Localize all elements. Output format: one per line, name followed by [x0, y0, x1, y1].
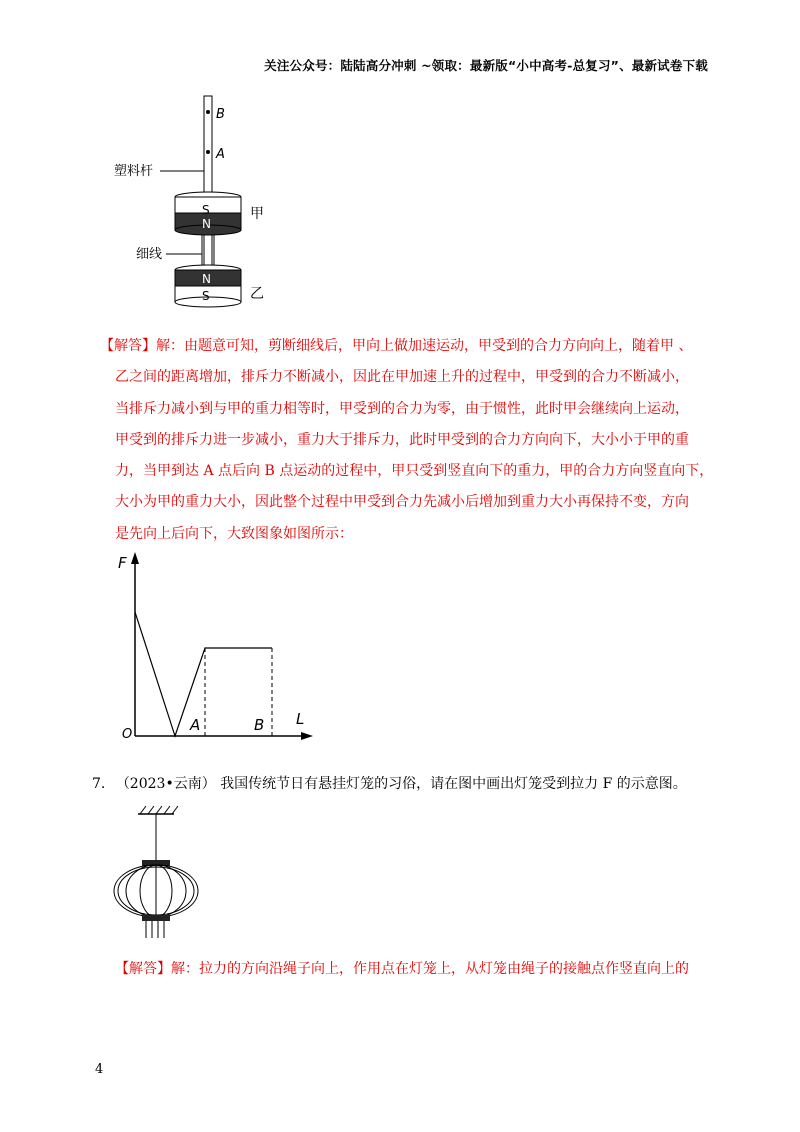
page-number: 4 — [95, 1062, 104, 1077]
mark-b-label: B — [254, 716, 265, 734]
magnet-jia-label: 甲 — [250, 206, 264, 222]
answer-1-line: 当排斥力减小到与甲的重力相等时，甲受到的合力为零，由于惯性，此时甲会继续向上运动， — [115, 400, 689, 417]
answer-1-line: 乙之间的距离增加，排斥力不断减小，因此在甲加速上升的过程中，甲受到的合力不断减小， — [115, 369, 689, 386]
page-header: 关注公众号：陆陆高分冲刺 ~领取：最新版“小中高考-总复习”、最新试卷下载 — [264, 58, 708, 73]
rod-label: 塑料杆 — [114, 164, 154, 179]
magnet-yi-label: 乙 — [250, 286, 264, 302]
yi-top-pole: N — [202, 272, 211, 286]
answer-2: 【解答】解：拉力的方向沿绳子向上，作用点在灯笼上，从灯笼由绳子的接触点作竖直向上的 — [115, 961, 689, 977]
answer-1-line: 大小为甲的重力大小，因此整个过程中甲受到合力先减小后增加到重力大小再保持不变，方向 — [115, 494, 689, 511]
lantern-figure — [108, 800, 208, 945]
mark-a-label: A — [190, 716, 201, 734]
answer-1 — [100, 331, 720, 550]
answer-1-line: 是先向上后向下，大致图象如图所示： — [115, 525, 353, 542]
jia-bottom-pole: N — [202, 217, 211, 231]
point-a-label: A — [216, 147, 225, 162]
question-text: 我国传统节日有悬挂灯笼的习俗，请在图中画出灯笼受到拉力 F 的示意图。 — [220, 776, 687, 792]
origin-label: O — [122, 727, 133, 742]
answer-1-line: 【解答】解：由题意可知，剪断细线后，甲向上做加速运动，甲受到的合力方向向上，随着甲 、 — [100, 338, 693, 354]
magnet-rod-figure — [100, 90, 290, 310]
question-source: （2023•云南） — [115, 776, 216, 792]
answer-1-line: 力，当甲到达 A 点后向 B 点运动的过程中，甲只受到竖直向下的重力，甲的合力方向竖直向下， — [115, 463, 714, 480]
yi-bottom-pole: S — [202, 289, 210, 303]
force-distance-graph — [110, 548, 330, 748]
jia-top-pole: S — [202, 203, 210, 217]
point-b-label: B — [216, 107, 225, 122]
question-7 — [92, 773, 687, 793]
x-axis-label: L — [296, 710, 305, 728]
thread-label: 细线 — [136, 247, 163, 262]
y-axis-label: F — [118, 554, 127, 572]
question-number: 7. — [92, 776, 106, 792]
answer-1-line: 甲受到的排斥力进一步减小，重力大于排斥力，此时甲受到的合力方向向下，大小小于甲的重 — [115, 431, 689, 448]
